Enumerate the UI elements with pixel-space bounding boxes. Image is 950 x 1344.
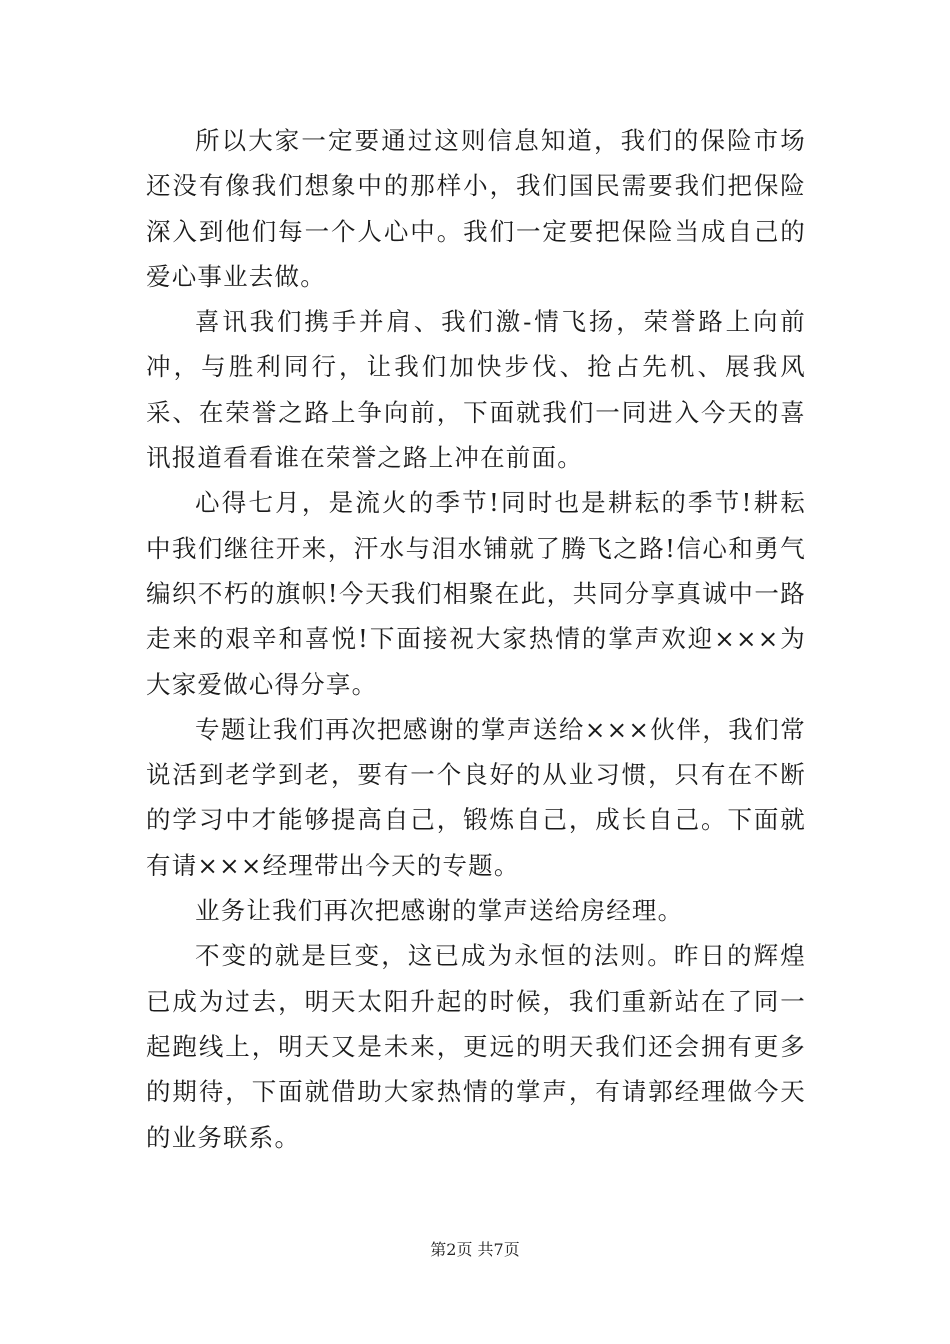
paragraph: 专题让我们再次把感谢的掌声送给×××伙伴，我们常说活到老学到老，要有一个良好的从业习惯，只有在不断的学习中才能够提高自己，锻炼自己，成长自己。下面就有请×××经理带出今天的专题。 (146, 714, 806, 880)
paragraph: 业务让我们再次把感谢的掌声送给房经理。 (195, 896, 684, 926)
paragraph: 所以大家一定要通过这则信息知道，我们的保险市场还没有像我们想象中的那样小，我们国民需要我们把保险深入到他们每一个人心中。我们一定要把保险当成自己的爱心事业去做。 (146, 126, 806, 291)
paragraph: 喜讯我们携手并肩、我们激-情飞扬，荣誉路上向前冲，与胜利同行，让我们加快步伐、抢占先机、展我风采、在荣誉之路上争向前，下面就我们一同进入今天的喜讯报道看看谁在荣誉之路上冲在前面。 (146, 307, 806, 473)
paragraph: 不变的就是巨变，这已成为永恒的法则。昨日的辉煌已成为过去，明天太阳升起的时候，我们重新站在了同一起跑线上，明天又是未来，更远的明天我们还会拥有更多的期待，下面就借助大家热情的掌声，有请郭经理做今天的业务联系。 (146, 941, 806, 1152)
document-body (146, 118, 806, 1160)
page-footer: 第2页 共7页 (430, 1240, 520, 1259)
paragraph: 心得七月，是流火的季节!同时也是耕耘的季节!耕耘中我们继往开来，汗水与泪水铺就了腾飞之路!信心和勇气编织不朽的旗帜!今天我们相聚在此，共同分享真诚中一路走来的艰辛和喜悦!下面接祝大家热情的掌声欢迎×××为大家爱做心得分享。 (146, 488, 806, 699)
